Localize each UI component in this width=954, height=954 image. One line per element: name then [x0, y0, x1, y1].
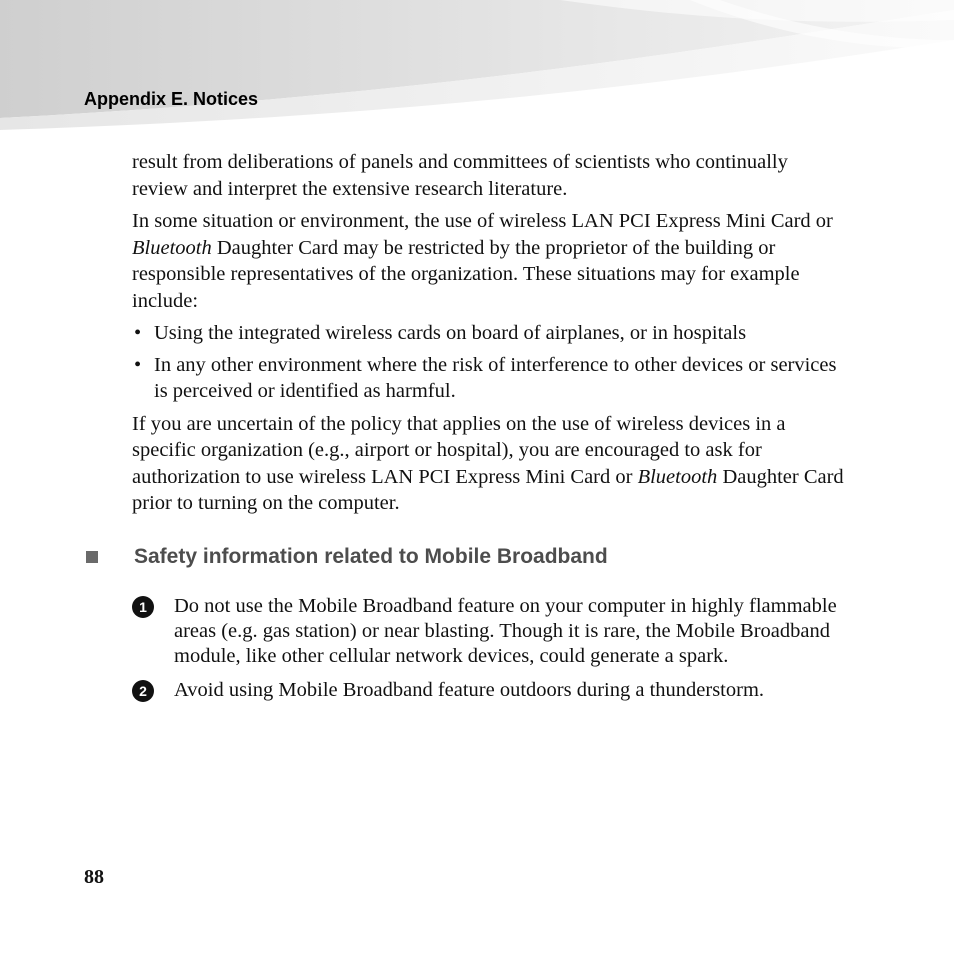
list-item-text: Do not use the Mobile Broadband feature on your computer in highly flammable areas (e.g. gas station) or near blasting. Though it is rare, the Mobile Broadband module, like other cellular network devices, could generate a spark.	[174, 595, 837, 667]
number-circle-icon: 2	[132, 680, 154, 702]
list-item	[132, 352, 847, 405]
paragraph-3-text-a: If you are uncertain of the policy that applies on the use of wireless devices in a specific organization (e.g., airport or hospital), you are encouraged to ask for authorization to use wireless LAN PCI Express Mini Card or	[132, 412, 786, 488]
list-item-text: In any other environment where the risk of interference to other devices or services is perceived or identified as harmful.	[154, 353, 837, 402]
paragraph-2	[132, 208, 847, 314]
subsection-heading	[84, 545, 884, 569]
list-item	[132, 678, 847, 703]
square-bullet-icon	[86, 551, 98, 563]
list-item-text: Using the integrated wireless cards on board of airplanes, or in hospitals	[154, 322, 747, 344]
paragraph-3	[132, 411, 847, 517]
paragraph-2-text-a: In some situation or environment, the use of wireless LAN PCI Express Mini Card or	[132, 210, 833, 232]
section-header: Appendix E. Notices	[84, 89, 259, 109]
paragraph-3-text-b: Daughter Card prior to turning on the computer.	[132, 465, 844, 514]
paragraph-3-italic: Bluetooth	[637, 465, 718, 488]
bullet-icon: •	[134, 353, 142, 376]
paragraph-2-text-b: Daughter Card may be restricted by the proprietor of the building or responsible representatives of the organization. These situations may for example include:	[132, 236, 800, 312]
bullet-list	[132, 320, 847, 405]
header-swoosh-graphic	[0, 0, 954, 135]
paragraph-1: result from deliberations of panels and committees of scientists who continually review and interpret the extensive research literature.	[132, 151, 788, 200]
list-item	[132, 594, 847, 669]
bullet-icon: •	[134, 322, 142, 344]
list-item-text: Avoid using Mobile Broadband feature outdoors during a thunderstorm.	[174, 679, 765, 701]
list-item	[132, 320, 847, 347]
numbered-list	[132, 594, 847, 712]
page-number: 88	[84, 866, 104, 888]
subsection-title: Safety information related to Mobile Broadband	[134, 545, 608, 568]
body-text	[132, 149, 847, 523]
paragraph-2-italic: Bluetooth	[132, 236, 212, 259]
number-circle-icon: 1	[132, 596, 154, 618]
